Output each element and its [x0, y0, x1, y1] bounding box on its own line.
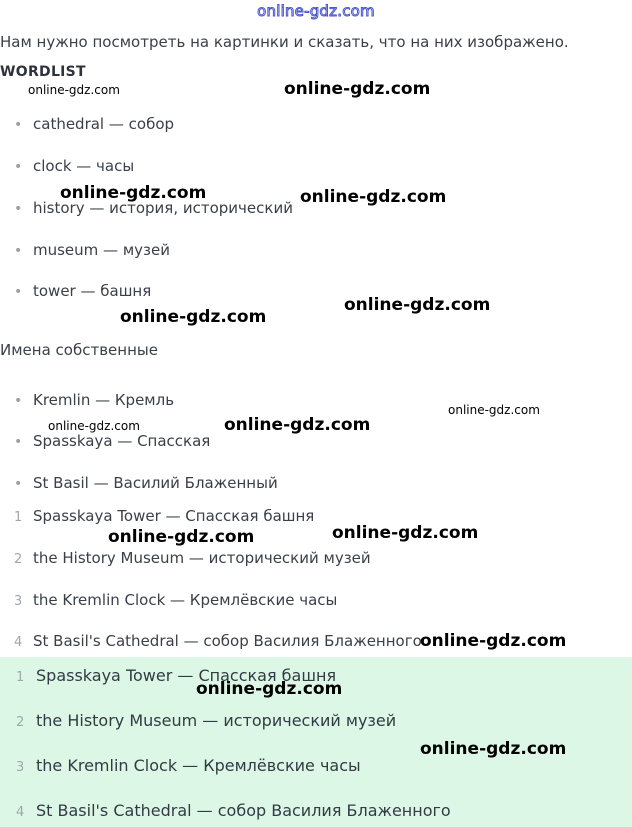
wordlist-item-text: clock — часы — [33, 157, 135, 175]
watermark: online-gdz.com — [48, 419, 140, 433]
numbered-item-text: the History Museum — исторический музей — [33, 549, 371, 567]
watermark: online-gdz.com — [448, 403, 540, 417]
bullet-icon: • — [14, 393, 23, 409]
watermark: online-gdz.com — [332, 523, 479, 543]
item-number: 4 — [14, 635, 23, 650]
numbered-item — [14, 507, 314, 525]
wordlist-item — [14, 115, 174, 133]
watermark: online-gdz.com — [420, 631, 567, 651]
watermark: online-gdz.com — [344, 295, 491, 315]
item-number: 4 — [16, 805, 25, 820]
wordlist-item-text: cathedral — собор — [33, 115, 175, 133]
item-number: 3 — [16, 760, 25, 775]
proper-name-text: St Basil — Василий Блаженный — [33, 474, 278, 492]
answer-item-text: St Basil's Cathedral — собор Василия Блаженного — [36, 801, 451, 820]
bullet-icon: • — [14, 243, 23, 259]
item-number: 3 — [14, 594, 23, 609]
intro-text: Нам нужно посмотреть на картинки и сказать, что на них изображено. — [0, 33, 569, 51]
watermark: online-gdz.com — [224, 415, 371, 435]
proper-name-item — [14, 391, 174, 409]
watermark: online-gdz.com — [420, 739, 567, 759]
answer-item — [16, 756, 361, 775]
watermark: online-gdz.com — [120, 307, 267, 327]
bullet-icon: • — [14, 201, 23, 217]
wordlist-item-text: tower — башня — [33, 282, 152, 300]
item-number: 2 — [16, 715, 25, 730]
bullet-icon: • — [14, 117, 23, 133]
answer-item-text: Spasskaya Tower — Спасская башня — [36, 666, 337, 685]
answer-item — [16, 801, 451, 820]
numbered-item — [14, 632, 422, 650]
bullet-icon: • — [14, 284, 23, 300]
wordlist-item — [14, 157, 134, 175]
wordlist-item-text: museum — музей — [33, 241, 170, 259]
numbered-item-text: the Kremlin Clock — Кремлёвские часы — [33, 591, 338, 609]
watermark: online-gdz.com — [196, 679, 343, 699]
proper-name-item — [14, 474, 278, 492]
numbered-item — [14, 591, 337, 609]
proper-name-text: Kremlin — Кремль — [33, 391, 175, 409]
header-watermark[interactable]: online-gdz.com — [257, 2, 375, 20]
watermark: online-gdz.com — [28, 83, 120, 97]
wordlist-item — [14, 241, 170, 259]
watermark: online-gdz.com — [284, 79, 431, 99]
numbered-item-text: St Basil's Cathedral — собор Василия Блаженного — [33, 632, 422, 650]
numbered-item-text: Spasskaya Tower — Спасская башня — [33, 507, 315, 525]
watermark: online-gdz.com — [300, 187, 447, 207]
item-number: 1 — [16, 670, 25, 685]
watermark: online-gdz.com — [108, 527, 255, 547]
item-number: 1 — [14, 510, 23, 525]
item-number: 2 — [14, 552, 23, 567]
numbered-item — [14, 549, 371, 567]
answer-item-text: the History Museum — исторический музей — [36, 711, 397, 730]
proper-name-item — [14, 432, 210, 450]
wordlist-item-text: history — история, исторический — [33, 199, 293, 217]
answer-item — [16, 711, 396, 730]
bullet-icon: • — [14, 476, 23, 492]
wordlist-title: WORDLIST — [0, 64, 86, 80]
proper-name-text: Spasskaya — Спасская — [33, 432, 211, 450]
watermark: online-gdz.com — [60, 183, 207, 203]
wordlist-item — [14, 282, 151, 300]
bullet-icon: • — [14, 434, 23, 450]
bullet-icon: • — [14, 159, 23, 175]
proper-names-title: Имена собственные — [0, 341, 158, 359]
answer-item-text: the Kremlin Clock — Кремлёвские часы — [36, 756, 361, 775]
